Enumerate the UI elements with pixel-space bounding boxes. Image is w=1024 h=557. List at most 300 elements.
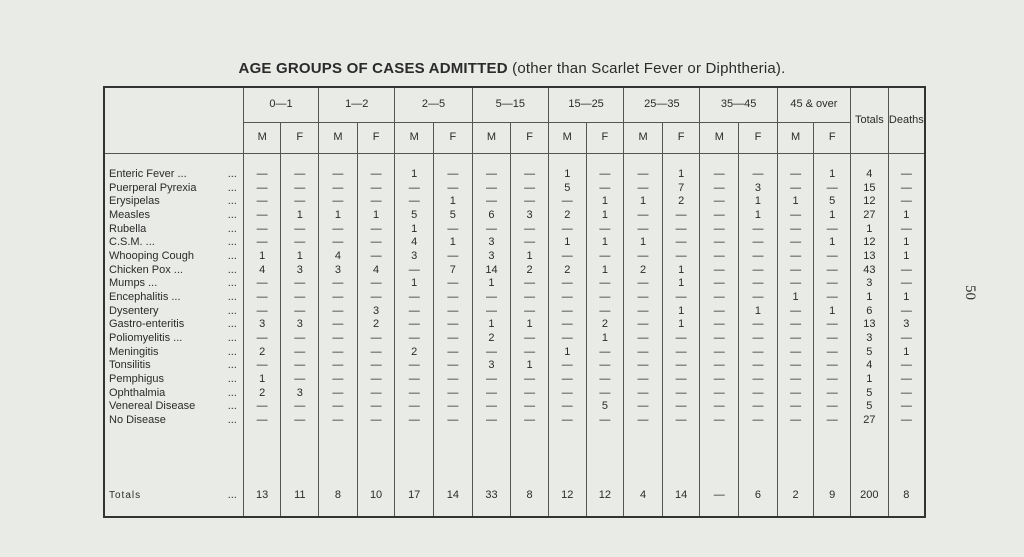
- count-cell: —: [472, 182, 511, 196]
- table-row: [104, 387, 925, 401]
- count-cell: —: [739, 264, 778, 278]
- count-cell: 4: [624, 476, 663, 517]
- gap-row: [104, 428, 925, 476]
- total-cell: 5: [851, 346, 889, 360]
- spacer-row: [104, 154, 925, 169]
- count-cell: —: [700, 318, 739, 332]
- deaths-cell: —: [888, 332, 925, 346]
- count-cell: 3: [472, 359, 511, 373]
- count-cell: —: [395, 387, 434, 401]
- count-cell: —: [281, 223, 319, 237]
- count-cell: 12: [586, 476, 624, 517]
- count-cell: —: [434, 318, 473, 332]
- count-cell: 3: [357, 305, 395, 319]
- count-cell: —: [548, 359, 586, 373]
- count-cell: —: [511, 195, 549, 209]
- total-cell: 1: [851, 291, 889, 305]
- count-cell: —: [395, 414, 434, 428]
- total-cell: 12: [851, 236, 889, 250]
- count-cell: 2: [243, 346, 281, 360]
- count-cell: —: [739, 387, 778, 401]
- count-cell: 2: [548, 264, 586, 278]
- count-cell: —: [357, 359, 395, 373]
- count-cell: —: [739, 318, 778, 332]
- count-cell: —: [434, 223, 473, 237]
- count-cell: —: [243, 168, 281, 182]
- leader-dots: ...: [227, 400, 237, 413]
- row-label-cell: [104, 277, 243, 291]
- row-label: Venereal Disease: [109, 400, 196, 413]
- count-cell: —: [243, 182, 281, 196]
- count-cell: —: [662, 387, 700, 401]
- count-cell: —: [777, 236, 814, 250]
- deaths-cell: 1: [888, 236, 925, 250]
- count-cell: —: [814, 332, 851, 346]
- total-cell: 1: [851, 373, 889, 387]
- count-cell: —: [548, 223, 586, 237]
- count-cell: 1: [814, 168, 851, 182]
- count-cell: —: [472, 414, 511, 428]
- deaths-cell: —: [888, 414, 925, 428]
- count-cell: —: [395, 291, 434, 305]
- count-cell: —: [511, 291, 549, 305]
- leader-dots: ...: [227, 209, 237, 221]
- count-cell: —: [624, 346, 663, 360]
- count-cell: 3: [243, 318, 281, 332]
- count-cell: 2: [395, 346, 434, 360]
- count-cell: —: [243, 223, 281, 237]
- leader-dots: ...: [227, 359, 237, 372]
- count-cell: —: [357, 223, 395, 237]
- row-label-cell: [104, 250, 243, 264]
- count-cell: 6: [472, 209, 511, 223]
- leader-dots: ...: [227, 318, 237, 331]
- count-cell: —: [281, 332, 319, 346]
- count-cell: —: [319, 373, 358, 387]
- count-cell: —: [624, 223, 663, 237]
- count-cell: —: [434, 373, 473, 387]
- count-cell: —: [319, 223, 358, 237]
- count-cell: —: [243, 236, 281, 250]
- deaths-cell: 1: [888, 291, 925, 305]
- count-cell: —: [357, 400, 395, 414]
- count-cell: —: [739, 400, 778, 414]
- row-label-cell: [104, 387, 243, 401]
- count-cell: —: [700, 223, 739, 237]
- count-cell: —: [395, 195, 434, 209]
- count-cell: —: [662, 223, 700, 237]
- count-cell: —: [281, 182, 319, 196]
- count-cell: 1: [548, 236, 586, 250]
- count-cell: —: [357, 387, 395, 401]
- count-cell: —: [319, 195, 358, 209]
- count-cell: —: [700, 387, 739, 401]
- count-cell: —: [357, 414, 395, 428]
- count-cell: —: [357, 291, 395, 305]
- row-label: Meningitis: [109, 345, 159, 358]
- count-cell: —: [777, 277, 814, 291]
- row-label-cell: [104, 223, 243, 237]
- age-group-header: 1—2: [319, 87, 395, 123]
- deaths-cell: 3: [888, 318, 925, 332]
- count-cell: 1: [395, 277, 434, 291]
- leader-dots: ...: [227, 250, 237, 263]
- count-cell: —: [281, 414, 319, 428]
- count-cell: —: [319, 182, 358, 196]
- count-cell: —: [281, 236, 319, 250]
- count-cell: —: [624, 209, 663, 223]
- count-cell: —: [739, 250, 778, 264]
- table-row: [104, 373, 925, 387]
- title-paren: (other than Scarlet Fever or Diphtheria).: [512, 60, 786, 77]
- count-cell: —: [243, 277, 281, 291]
- table-row: [104, 182, 925, 196]
- count-cell: —: [319, 318, 358, 332]
- total-cell: 1: [851, 223, 889, 237]
- count-cell: —: [624, 414, 663, 428]
- count-cell: —: [700, 359, 739, 373]
- total-cell: 15: [851, 182, 889, 196]
- row-label: C.S.M. ...: [109, 236, 155, 249]
- count-cell: —: [319, 346, 358, 360]
- count-cell: —: [814, 277, 851, 291]
- count-cell: —: [777, 209, 814, 223]
- count-cell: —: [700, 264, 739, 278]
- count-cell: —: [548, 373, 586, 387]
- count-cell: 1: [472, 277, 511, 291]
- deaths-cell: —: [888, 277, 925, 291]
- table-row: [104, 332, 925, 346]
- count-cell: —: [662, 400, 700, 414]
- count-cell: —: [814, 264, 851, 278]
- count-cell: —: [511, 236, 549, 250]
- count-cell: 8: [319, 476, 358, 517]
- count-cell: —: [281, 400, 319, 414]
- row-label-cell: [104, 359, 243, 373]
- count-cell: —: [777, 387, 814, 401]
- title-main: AGE GROUPS OF CASES ADMITTED: [238, 60, 508, 77]
- row-label-cell: [104, 318, 243, 332]
- count-cell: —: [777, 373, 814, 387]
- count-cell: —: [777, 182, 814, 196]
- count-cell: —: [243, 291, 281, 305]
- row-label-cell: [104, 291, 243, 305]
- leader-dots: ...: [227, 236, 237, 249]
- count-cell: —: [624, 387, 663, 401]
- count-cell: —: [700, 168, 739, 182]
- count-cell: —: [777, 414, 814, 428]
- count-cell: —: [319, 359, 358, 373]
- count-cell: —: [586, 387, 624, 401]
- count-cell: —: [319, 414, 358, 428]
- count-cell: —: [586, 346, 624, 360]
- count-cell: —: [662, 359, 700, 373]
- count-cell: 7: [434, 264, 473, 278]
- age-group-header: 2—5: [395, 87, 472, 123]
- count-cell: —: [548, 332, 586, 346]
- count-cell: 3: [281, 387, 319, 401]
- count-cell: 1: [662, 305, 700, 319]
- count-cell: 1: [548, 168, 586, 182]
- count-cell: —: [395, 332, 434, 346]
- deaths-cell: —: [888, 387, 925, 401]
- table-row: [104, 346, 925, 360]
- count-cell: —: [777, 359, 814, 373]
- count-cell: —: [586, 414, 624, 428]
- deaths-cell: —: [888, 264, 925, 278]
- table-row: [104, 414, 925, 428]
- count-cell: 1: [624, 236, 663, 250]
- count-cell: —: [777, 332, 814, 346]
- count-cell: —: [434, 346, 473, 360]
- count-cell: 1: [624, 195, 663, 209]
- leader-dots: ...: [227, 222, 237, 235]
- total-cell: 4: [851, 168, 889, 182]
- count-cell: —: [700, 414, 739, 428]
- count-cell: —: [434, 359, 473, 373]
- count-cell: 3: [511, 209, 549, 223]
- age-group-header: 5—15: [472, 87, 548, 123]
- count-cell: —: [319, 400, 358, 414]
- count-cell: —: [814, 250, 851, 264]
- count-cell: 1: [586, 332, 624, 346]
- deaths-cell: 8: [888, 476, 925, 517]
- count-cell: 1: [357, 209, 395, 223]
- count-cell: 1: [586, 195, 624, 209]
- count-cell: —: [662, 236, 700, 250]
- count-cell: —: [319, 168, 358, 182]
- age-group-header: 0—1: [243, 87, 318, 123]
- count-cell: —: [395, 359, 434, 373]
- count-cell: —: [548, 305, 586, 319]
- leader-dots: ...: [227, 304, 237, 317]
- count-cell: —: [357, 182, 395, 196]
- count-cell: —: [548, 291, 586, 305]
- row-label: Enteric Fever ...: [109, 168, 187, 180]
- count-cell: —: [777, 346, 814, 360]
- count-cell: 3: [281, 264, 319, 278]
- count-cell: —: [777, 318, 814, 332]
- count-cell: 1: [281, 250, 319, 264]
- count-cell: —: [739, 332, 778, 346]
- count-cell: —: [395, 318, 434, 332]
- count-cell: 1: [395, 223, 434, 237]
- row-label: Erysipelas: [109, 195, 160, 208]
- deaths-cell: 1: [888, 346, 925, 360]
- count-cell: —: [472, 223, 511, 237]
- count-cell: 5: [434, 209, 473, 223]
- row-label: Totals: [109, 490, 142, 502]
- totals-header: Totals: [851, 87, 889, 154]
- row-label: Pemphigus: [109, 373, 165, 386]
- count-cell: —: [700, 346, 739, 360]
- count-cell: —: [624, 318, 663, 332]
- leader-dots: ...: [227, 181, 237, 194]
- count-cell: —: [472, 291, 511, 305]
- totals-row: [104, 476, 925, 517]
- count-cell: —: [281, 346, 319, 360]
- count-cell: 4: [243, 264, 281, 278]
- count-cell: 1: [739, 305, 778, 319]
- count-cell: 1: [586, 236, 624, 250]
- count-cell: —: [434, 400, 473, 414]
- count-cell: 1: [434, 195, 473, 209]
- row-label-cell: [104, 168, 243, 182]
- row-label-cell: [104, 346, 243, 360]
- sex-header-f: F: [586, 123, 624, 154]
- count-cell: 3: [319, 264, 358, 278]
- count-cell: —: [434, 277, 473, 291]
- count-cell: 2: [586, 318, 624, 332]
- count-cell: —: [548, 195, 586, 209]
- count-cell: —: [243, 359, 281, 373]
- count-cell: —: [281, 168, 319, 182]
- table-row: [104, 400, 925, 414]
- count-cell: —: [243, 332, 281, 346]
- count-cell: 1: [472, 318, 511, 332]
- table-row: [104, 305, 925, 319]
- count-cell: —: [548, 277, 586, 291]
- leader-dots: ...: [227, 332, 237, 345]
- count-cell: —: [511, 168, 549, 182]
- count-cell: —: [281, 359, 319, 373]
- deaths-cell: —: [888, 400, 925, 414]
- table-row: [104, 359, 925, 373]
- sex-header-m: M: [395, 123, 434, 154]
- count-cell: —: [243, 400, 281, 414]
- count-cell: —: [814, 414, 851, 428]
- count-cell: —: [357, 346, 395, 360]
- count-cell: —: [700, 291, 739, 305]
- age-group-header: 35—45: [700, 87, 777, 123]
- table-row: [104, 236, 925, 250]
- deaths-cell: —: [888, 195, 925, 209]
- sex-header-f: F: [511, 123, 549, 154]
- table-row: [104, 291, 925, 305]
- count-cell: —: [243, 195, 281, 209]
- row-label: Poliomyelitis ...: [109, 332, 183, 345]
- table-row: [104, 195, 925, 209]
- count-cell: —: [777, 223, 814, 237]
- count-cell: —: [511, 373, 549, 387]
- age-group-header: 45 & over: [777, 87, 850, 123]
- count-cell: 11: [281, 476, 319, 517]
- leader-dots: ...: [227, 291, 237, 304]
- count-cell: —: [395, 264, 434, 278]
- count-cell: —: [624, 305, 663, 319]
- count-cell: —: [511, 332, 549, 346]
- count-cell: —: [814, 318, 851, 332]
- count-cell: —: [662, 346, 700, 360]
- count-cell: —: [700, 209, 739, 223]
- count-cell: 3: [472, 250, 511, 264]
- leader-dots: ...: [227, 386, 237, 399]
- leader-dots: ...: [227, 414, 237, 427]
- leader-dots: ...: [227, 195, 237, 208]
- count-cell: 2: [243, 387, 281, 401]
- count-cell: —: [662, 250, 700, 264]
- count-cell: 14: [472, 264, 511, 278]
- count-cell: —: [434, 332, 473, 346]
- count-cell: —: [434, 387, 473, 401]
- row-label-cell: [104, 414, 243, 428]
- leader-dots: ...: [227, 263, 237, 276]
- count-cell: —: [662, 414, 700, 428]
- count-cell: —: [624, 400, 663, 414]
- count-cell: 4: [357, 264, 395, 278]
- sex-header-f: F: [357, 123, 395, 154]
- count-cell: —: [739, 359, 778, 373]
- count-cell: 10: [357, 476, 395, 517]
- row-label: Measles: [109, 209, 150, 221]
- row-label-cell: [104, 305, 243, 319]
- count-cell: —: [586, 182, 624, 196]
- count-cell: —: [586, 277, 624, 291]
- count-cell: 1: [511, 250, 549, 264]
- count-cell: —: [357, 168, 395, 182]
- count-cell: 1: [586, 209, 624, 223]
- count-cell: —: [739, 277, 778, 291]
- row-label-cell: [104, 332, 243, 346]
- row-label: Tonsilitis: [109, 359, 151, 372]
- count-cell: —: [434, 250, 473, 264]
- page-number: 50: [962, 285, 978, 300]
- count-cell: —: [548, 414, 586, 428]
- count-cell: —: [281, 305, 319, 319]
- total-cell: 200: [851, 476, 889, 517]
- count-cell: —: [739, 373, 778, 387]
- count-cell: —: [662, 291, 700, 305]
- count-cell: 3: [739, 182, 778, 196]
- count-cell: —: [814, 291, 851, 305]
- table-row: [104, 318, 925, 332]
- leader-dots: ...: [227, 168, 237, 180]
- count-cell: 1: [511, 359, 549, 373]
- count-cell: 1: [548, 346, 586, 360]
- count-cell: —: [700, 277, 739, 291]
- count-cell: —: [395, 373, 434, 387]
- count-cell: 1: [662, 277, 700, 291]
- count-cell: 2: [624, 264, 663, 278]
- count-cell: 13: [243, 476, 281, 517]
- row-label: Chicken Pox ...: [109, 263, 183, 276]
- count-cell: 9: [814, 476, 851, 517]
- count-cell: 17: [395, 476, 434, 517]
- count-cell: —: [777, 168, 814, 182]
- count-cell: —: [281, 291, 319, 305]
- count-cell: —: [739, 291, 778, 305]
- table-row: [104, 264, 925, 278]
- row-label-cell: [104, 476, 243, 517]
- count-cell: —: [739, 414, 778, 428]
- deaths-cell: 1: [888, 250, 925, 264]
- count-cell: —: [357, 332, 395, 346]
- count-cell: —: [624, 168, 663, 182]
- count-cell: —: [548, 400, 586, 414]
- count-cell: 2: [357, 318, 395, 332]
- count-cell: —: [319, 387, 358, 401]
- age-group-header: 25—35: [624, 87, 700, 123]
- sex-header-m: M: [472, 123, 511, 154]
- count-cell: —: [511, 305, 549, 319]
- count-cell: —: [700, 182, 739, 196]
- count-cell: —: [472, 373, 511, 387]
- count-cell: —: [700, 236, 739, 250]
- count-cell: 4: [395, 236, 434, 250]
- page-title: [0, 60, 1024, 77]
- deaths-cell: —: [888, 182, 925, 196]
- table-row: [104, 277, 925, 291]
